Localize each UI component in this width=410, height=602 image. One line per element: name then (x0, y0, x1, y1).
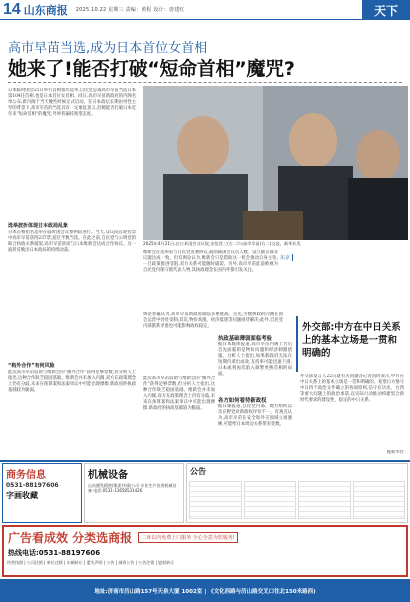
article-subtitle: 高市早苗当选,成为日本首位女首相 (8, 41, 208, 56)
ad1-tag: 字画收藏 (6, 491, 38, 500)
ad4-phone: 热线电话:0531-88197606 (8, 549, 101, 557)
notice-columns (187, 479, 407, 521)
photo-caption: 2025年4月21日,在日本国会众议院,安倍晋三(左二)与高市早苗(右二)交谈。新华社发 (143, 241, 301, 246)
section-heading-3: 执政基础薄弱面临考验 (218, 336, 272, 342)
intro-paragraph: 日本临时国会21日举行首相指名选举,自民党总裁高市早苗当选日本第104任首相,也是日本首位女首相。同日,高市早苗新政府的内阁名单公布,新内阁于当天晚些时候正式启动。在日本政坛长期由男性主导的背景下,高市早苗的当选具有一定象征意义,但她能否打破日本近年来“短命首相”的魔咒,外界普遍持观望态度。 (8, 88, 136, 118)
page-header (0, 0, 410, 20)
photo-illustration (143, 86, 408, 240)
ads-divider (0, 460, 410, 462)
ad3-title: 公告 (190, 467, 206, 476)
column-2: 维新会在选举前与自民党签署协议,就削减国会议员人数、设立副首都等议题达成一致。但有舆论认为,维新会只是借助这一机会推动自身主张,一旦政策推进受阻,双方关系可能随时破裂。另外,高市早苗此前被视为自民党内保守派代表人物,其执政理念在国内外都引发关注。 (143, 250, 278, 274)
section-label: 天下 (362, 0, 410, 20)
ad-classified (2, 525, 408, 577)
column-3b: 据日媒报道,自民党内部、地方组织以及在野党对新政权评价不一。有观点认为,高市早苗在安全和外交领域立场强硬,可能给日本周边关系带来变数。 (218, 404, 292, 428)
news-photo (143, 86, 408, 240)
location-tag: 东京 (280, 254, 293, 261)
side-story-byline: 据新华社 (386, 450, 404, 455)
side-story-body: 外交部发言人22日就有关问题答记者问时表示,中方在中日关系上的基本立场是一贯和明确的。希望日方恪守中日四个政治文件确立的各项原则,信守在历史、台湾等重大问题上的政治承诺,以实际行动推动构建契合新时代要求的建设性、稳定的中日关系。 (300, 374, 404, 404)
ad1-title: 商务信息 (6, 470, 46, 481)
column-2b: 舆论普遍认为,高市早苗新政府面临多重挑战。首先,少数执政的内阁在国会运营中处处受制;其次,物价高涨、经济低迷等问题亟待解决;此外,自民党内部派系矛盾也可能影响政权稳定。 (143, 312, 283, 330)
ad2-text: 山东德发精密(集团)有限公司 专业生产各类机械设备 电话:0531-13658531426 (88, 483, 177, 493)
ad2-title: 机械设备 (88, 470, 128, 481)
section-heading-4: 各方如何看待新政权 (218, 398, 267, 404)
paper-name: 山东商报 (23, 3, 68, 17)
ad-notices (186, 463, 408, 523)
side-title-bar (296, 316, 298, 372)
section-heading-1: 选举波折体现日本政局乱象 (8, 223, 69, 229)
side-story-title: 外交部:中方在中日关系上的基本立场是一贯和明确的 (302, 322, 401, 359)
page-number: 14 (3, 0, 21, 18)
column-2c: 此次高市早苗借助与维新会的“阁外合作”获得足够票数,但分析人士指出,这种合作缺乏稳固基础。维新会并未加入内阁,双方在政策理念上仍有分歧,未来在预算案和法案审议中可能出现摩擦,新政府的执政基础较为脆弱。 (143, 376, 215, 412)
footer-address: 地址:济南市历山路157号天泉大厦 1002室 | 《文化西路与历山路交叉口往北150米路西) (0, 579, 410, 602)
ad4-items: 经营执照 | 公司注销 | 单位迁移 | 车辆转让 | 遗失声明 | 公告 | 减资公告 | 公告注销 | 股权转让 (7, 560, 175, 565)
ad4-top (4, 527, 406, 548)
ad-machinery (84, 463, 184, 523)
column-1b: 此次高市早苗借助与维新会的“阁外合作”获得足够票数,但分析人士指出,这种合作缺乏稳固基础。维新会并未加入内阁,双方在政策理念上仍有分歧,未来在预算案和法案审议中可能出现摩擦,新政府的执政基础较为脆弱。 (8, 370, 136, 394)
ad1-phone: 0531-88197606 (6, 482, 59, 489)
issue-date: 2025.10.22 星期三 责编：黄程 设计：唐建红 (75, 7, 185, 13)
ad4-title: 广告看成效 分类选商报 (8, 531, 133, 545)
ad-business-info (2, 463, 82, 523)
ad4-sub: 二环以内免费上门服务 全心全意为您服务! (138, 532, 238, 543)
headline-divider (8, 82, 402, 83)
column-1a: 日本首相指名选举在临时国会众参两院进行。当天,众议院首轮投票中高市早苗获得237票,超过半数当选。在此之前,自民党与公明党的联合执政关系破裂,高市早苗转而与日本维新会达成合作协议。这一波折反映出日本政局的持续动荡。 (8, 230, 136, 254)
article-headline: 她来了!能否打破“短命首相”魔咒? (8, 58, 295, 80)
column-3: 据日本媒体报道,高市早苗内阁上台后首先面临的是物价问题和经济刺激措施。分析人士指出,如果新政府无法在短期内拿出成效,支持率可能迅速下滑,日本或将再次陷入频繁更换首相的局面。 (218, 342, 292, 378)
section-heading-2: “构外合作”有何风险 (8, 363, 55, 369)
